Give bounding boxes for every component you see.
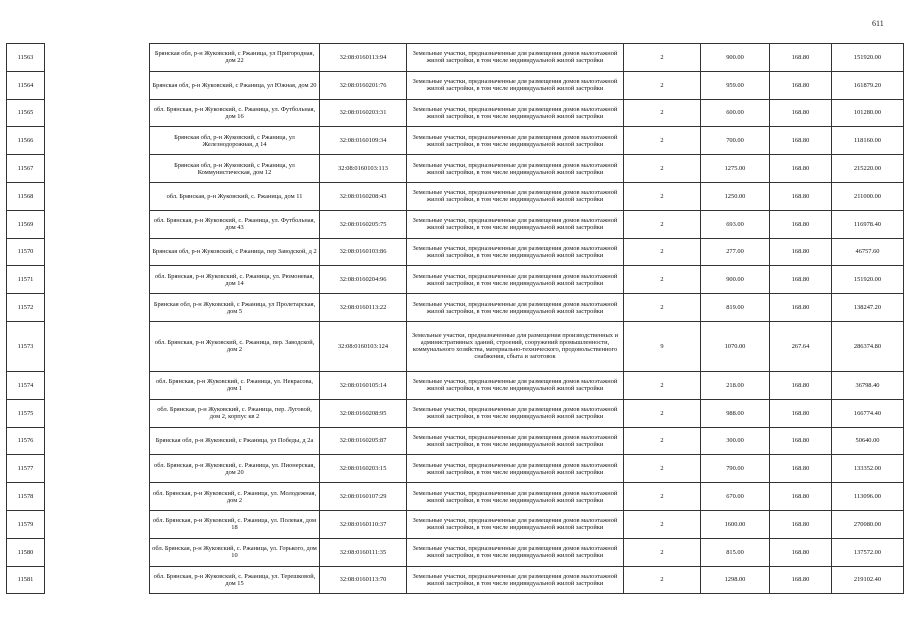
blank-cell [45,427,150,455]
cadastral-number-cell: 32:08:0160107:29 [320,483,407,511]
cadastral-number-cell: 32:08:0160203:31 [320,99,407,127]
specific-value-cell: 168.80 [770,182,832,210]
cadastral-number-cell: 32:08:0160205:87 [320,427,407,455]
area-cell: 670.00 [701,483,770,511]
blank-cell [45,455,150,483]
specific-value-cell: 168.80 [770,238,832,266]
cadastral-value-cell: 215220.00 [832,155,904,183]
cadastral-number-cell: 32:08:0160205:75 [320,210,407,238]
land-use-cell: Земельные участки, предназначенные для размещения домов малоэтажной жилой застройки, в том числе индивидуальной жилой застройки [407,238,624,266]
use-code-cell: 2 [624,210,701,238]
area-cell: 218.00 [701,371,770,399]
address-cell: обл. Брянская, р-н Жуковский, с. Ржаница, ул. Горького, дом 10 [150,538,320,566]
cadastral-value-cell: 166774.40 [832,399,904,427]
row-number-cell: 11570 [7,238,45,266]
cadastral-value-cell: 137572.00 [832,538,904,566]
blank-cell [45,238,150,266]
use-code-cell: 2 [624,266,701,294]
table-row [7,483,904,511]
use-code-cell: 2 [624,566,701,594]
table-row [7,510,904,538]
row-number-cell: 11568 [7,182,45,210]
address-cell: обл. Брянская, р-н Жуковский, с. Ржаница, ул. Молодежная, дом 2 [150,483,320,511]
area-cell: 600.00 [701,99,770,127]
use-code-cell: 2 [624,99,701,127]
land-use-cell: Земельные участки, предназначенные для размещения домов малоэтажной жилой застройки, в том числе индивидуальной жилой застройки [407,294,624,322]
table-row [7,538,904,566]
use-code-cell: 2 [624,71,701,99]
area-cell: 1298.00 [701,566,770,594]
specific-value-cell: 168.80 [770,538,832,566]
cadastral-value-cell: 211000.00 [832,182,904,210]
use-code-cell: 2 [624,294,701,322]
cadastral-value-cell: 101280.00 [832,99,904,127]
address-cell: обл. Брянская, р-н Жуковский, с. Ржаница, пер. Заводской, дом 2 [150,321,320,371]
table-row [7,399,904,427]
address-cell: Брянская обл, р-н Жуковский, с Ржаница, пер Заводской, д 2 [150,238,320,266]
land-use-cell: Земельные участки, предназначенные для размещения домов малоэтажной жилой застройки, в том числе индивидуальной жилой застройки [407,483,624,511]
row-number-cell: 11574 [7,371,45,399]
row-number-cell: 11575 [7,399,45,427]
blank-cell [45,566,150,594]
table-row [7,210,904,238]
use-code-cell: 2 [624,538,701,566]
blank-cell [45,127,150,155]
area-cell: 988.00 [701,399,770,427]
land-use-cell: Земельные участки, предназначенные для размещения домов малоэтажной жилой застройки, в том числе индивидуальной жилой застройки [407,266,624,294]
blank-cell [45,371,150,399]
area-cell: 790.00 [701,455,770,483]
land-use-cell: Земельные участки, предназначенные для размещения домов малоэтажной жилой застройки, в том числе индивидуальной жилой застройки [407,566,624,594]
specific-value-cell: 168.80 [770,127,832,155]
land-registry-table [6,43,904,594]
area-cell: 815.00 [701,538,770,566]
area-cell: 693.00 [701,210,770,238]
table-row [7,427,904,455]
use-code-cell: 2 [624,371,701,399]
blank-cell [45,483,150,511]
land-use-cell: Земельные участки, предназначенные для размещения домов малоэтажной жилой застройки, в том числе индивидуальной жилой застройки [407,71,624,99]
cadastral-value-cell: 113096.00 [832,483,904,511]
area-cell: 819.00 [701,294,770,322]
table-row [7,371,904,399]
specific-value-cell: 168.80 [770,427,832,455]
use-code-cell: 2 [624,182,701,210]
area-cell: 900.00 [701,44,770,72]
cadastral-number-cell: 32:08:0160109:34 [320,127,407,155]
table-row [7,99,904,127]
blank-cell [45,399,150,427]
land-use-cell: Земельные участки, предназначенные для размещения домов малоэтажной жилой застройки, в том числе индивидуальной жилой застройки [407,155,624,183]
cadastral-number-cell: 32:08:0160103:124 [320,321,407,371]
address-cell: Брянская обл, р-н Жуковский, с Ржаница, ул Коммунистическая, дом 12 [150,155,320,183]
address-cell: обл. Брянская, р-н Жуковский, с. Ржаница, ул. Пионерская, дом 20 [150,455,320,483]
land-use-cell: Земельные участки, предназначенные для размещения домов малоэтажной жилой застройки, в том числе индивидуальной жилой застройки [407,455,624,483]
land-use-cell: Земельные участки, предназначенные для размещения домов малоэтажной жилой застройки, в том числе индивидуальной жилой застройки [407,399,624,427]
area-cell: 1250.00 [701,182,770,210]
specific-value-cell: 267.64 [770,321,832,371]
blank-cell [45,210,150,238]
specific-value-cell: 168.80 [770,566,832,594]
blank-cell [45,182,150,210]
specific-value-cell: 168.80 [770,71,832,99]
use-code-cell: 2 [624,155,701,183]
land-use-cell: Земельные участки, предназначенные для размещения домов малоэтажной жилой застройки, в том числе индивидуальной жилой застройки [407,371,624,399]
table-row [7,182,904,210]
row-number-cell: 11580 [7,538,45,566]
specific-value-cell: 168.80 [770,266,832,294]
table-row [7,321,904,371]
specific-value-cell: 168.80 [770,44,832,72]
blank-cell [45,321,150,371]
address-cell: Брянская обл, р-н Жуковский, с Ржаница, ул Южная, дом 20 [150,71,320,99]
specific-value-cell: 168.80 [770,210,832,238]
cadastral-number-cell: 32:08:0160203:15 [320,455,407,483]
area-cell: 1600.00 [701,510,770,538]
cadastral-number-cell: 32:08:0160103:86 [320,238,407,266]
use-code-cell: 2 [624,399,701,427]
blank-cell [45,99,150,127]
cadastral-number-cell: 32:08:0160110:37 [320,510,407,538]
area-cell: 959.00 [701,71,770,99]
address-cell: обл. Брянская, р-н Жуковский, с. Ржаница, ул. Некрасова, дом 1 [150,371,320,399]
land-use-cell: Земельные участки, предназначенные для размещения домов малоэтажной жилой застройки, в том числе индивидуальной жилой застройки [407,538,624,566]
area-cell: 300.00 [701,427,770,455]
area-cell: 1070.00 [701,321,770,371]
row-number-cell: 11566 [7,127,45,155]
address-cell: Брянская обл, р-н Жуковский, с Ржаница, ул Пригородная, дом 22 [150,44,320,72]
table-row [7,71,904,99]
use-code-cell: 2 [624,510,701,538]
row-number-cell: 11567 [7,155,45,183]
row-number-cell: 11564 [7,71,45,99]
specific-value-cell: 168.80 [770,294,832,322]
cadastral-number-cell: 32:08:0160201:76 [320,71,407,99]
row-number-cell: 11577 [7,455,45,483]
row-number-cell: 11571 [7,266,45,294]
cadastral-number-cell: 32:08:0160105:14 [320,371,407,399]
use-code-cell: 2 [624,455,701,483]
row-number-cell: 11573 [7,321,45,371]
use-code-cell: 9 [624,321,701,371]
table-row [7,44,904,72]
land-use-cell: Земельные участки, предназначенные для размещения домов малоэтажной жилой застройки, в том числе индивидуальной жилой застройки [407,44,624,72]
cadastral-number-cell: 32:08:0160111:35 [320,538,407,566]
specific-value-cell: 168.80 [770,455,832,483]
table-row [7,155,904,183]
area-cell: 1275.00 [701,155,770,183]
blank-cell [45,71,150,99]
blank-cell [45,44,150,72]
row-number-cell: 11569 [7,210,45,238]
use-code-cell: 2 [624,483,701,511]
use-code-cell: 2 [624,238,701,266]
address-cell: обл. Брянская, р-н Жуковский, с. Ржаница, ул. Футбольная, дом 16 [150,99,320,127]
cadastral-value-cell: 151920.00 [832,266,904,294]
specific-value-cell: 168.80 [770,510,832,538]
table-row [7,127,904,155]
cadastral-value-cell: 151920.00 [832,44,904,72]
blank-cell [45,510,150,538]
land-use-cell: Земельные участки, предназначенные для размещения домов малоэтажной жилой застройки, в том числе индивидуальной жилой застройки [407,99,624,127]
cadastral-value-cell: 118160.00 [832,127,904,155]
blank-cell [45,266,150,294]
row-number-cell: 11572 [7,294,45,322]
cadastral-number-cell: 32:08:0160113:22 [320,294,407,322]
row-number-cell: 11578 [7,483,45,511]
cadastral-value-cell: 50640.00 [832,427,904,455]
table-row [7,566,904,594]
address-cell: Брянская обл, р-н Жуковский, с Ржаница, ул Победы, д 2а [150,427,320,455]
address-cell: Брянская обл, р-н Жуковский, с Ржаница, ул Железнодорожная, д 14 [150,127,320,155]
land-use-cell: Земельные участки, предназначенные для размещения домов малоэтажной жилой застройки, в том числе индивидуальной жилой застройки [407,510,624,538]
use-code-cell: 2 [624,127,701,155]
specific-value-cell: 168.80 [770,155,832,183]
cadastral-value-cell: 133352.00 [832,455,904,483]
cadastral-value-cell: 219102.40 [832,566,904,594]
area-cell: 700.00 [701,127,770,155]
blank-cell [45,155,150,183]
cadastral-number-cell: 32:08:0160204:96 [320,266,407,294]
page-number: 611 [872,19,884,28]
land-use-cell: Земельные участки, предназначенные для размещения домов малоэтажной жилой застройки, в том числе индивидуальной жилой застройки [407,427,624,455]
specific-value-cell: 168.80 [770,371,832,399]
blank-cell [45,538,150,566]
use-code-cell: 2 [624,44,701,72]
cadastral-number-cell: 32:08:0160208:43 [320,182,407,210]
cadastral-value-cell: 270080.00 [832,510,904,538]
cadastral-value-cell: 46757.60 [832,238,904,266]
address-cell: Брянская обл, р-н Жуковский, с Ржаница, ул Пролетарская, дом 5 [150,294,320,322]
cadastral-number-cell: 32:08:0160103:113 [320,155,407,183]
row-number-cell: 11565 [7,99,45,127]
row-number-cell: 11579 [7,510,45,538]
specific-value-cell: 168.80 [770,483,832,511]
row-number-cell: 11581 [7,566,45,594]
land-use-cell: Земельные участки, предназначенные для размещения производственных и административных зданий, строений, сооружений промышленности, коммунального хозяйства, материально-технического, продовольственного снабжения, сбыта и заготовок [407,321,624,371]
cadastral-number-cell: 32:08:0160113:70 [320,566,407,594]
registry-body [7,44,904,594]
specific-value-cell: 168.80 [770,399,832,427]
table-row [7,266,904,294]
address-cell: обл. Брянская, р-н Жуковский, с. Ржаница, ул. Футбольная, дом 43 [150,210,320,238]
address-cell: обл. Брянская, р-н Жуковский, с. Ржаница, ул. Рюмоневая, дом 14 [150,266,320,294]
table-row [7,238,904,266]
cadastral-number-cell: 32:08:0160208:95 [320,399,407,427]
specific-value-cell: 168.80 [770,99,832,127]
address-cell: обл. Брянская, р-н Жуковский, с. Ржаница, пер. Луговой, дом 2, корпус кв 2 [150,399,320,427]
cadastral-value-cell: 161879.20 [832,71,904,99]
address-cell: обл. Брянская, р-н Жуковский, с. Ржаница, ул. Терешковой, дом 15 [150,566,320,594]
cadastral-value-cell: 36798.40 [832,371,904,399]
area-cell: 900.00 [701,266,770,294]
cadastral-value-cell: 286374.80 [832,321,904,371]
table-row [7,455,904,483]
land-use-cell: Земельные участки, предназначенные для размещения домов малоэтажной жилой застройки, в том числе индивидуальной жилой застройки [407,182,624,210]
land-use-cell: Земельные участки, предназначенные для размещения домов малоэтажной жилой застройки, в том числе индивидуальной жилой застройки [407,210,624,238]
area-cell: 277.00 [701,238,770,266]
table-row [7,294,904,322]
cadastral-number-cell: 32:08:0160113:94 [320,44,407,72]
cadastral-value-cell: 138247.20 [832,294,904,322]
cadastral-value-cell: 116978.40 [832,210,904,238]
address-cell: обл. Брянская, р-н Жуковский, с. Ржаница, дом 11 [150,182,320,210]
row-number-cell: 11563 [7,44,45,72]
land-use-cell: Земельные участки, предназначенные для размещения домов малоэтажной жилой застройки, в том числе индивидуальной жилой застройки [407,127,624,155]
blank-cell [45,294,150,322]
address-cell: обл. Брянская, р-н Жуковский, с. Ржаница, ул. Полевая, дом 18 [150,510,320,538]
use-code-cell: 2 [624,427,701,455]
row-number-cell: 11576 [7,427,45,455]
